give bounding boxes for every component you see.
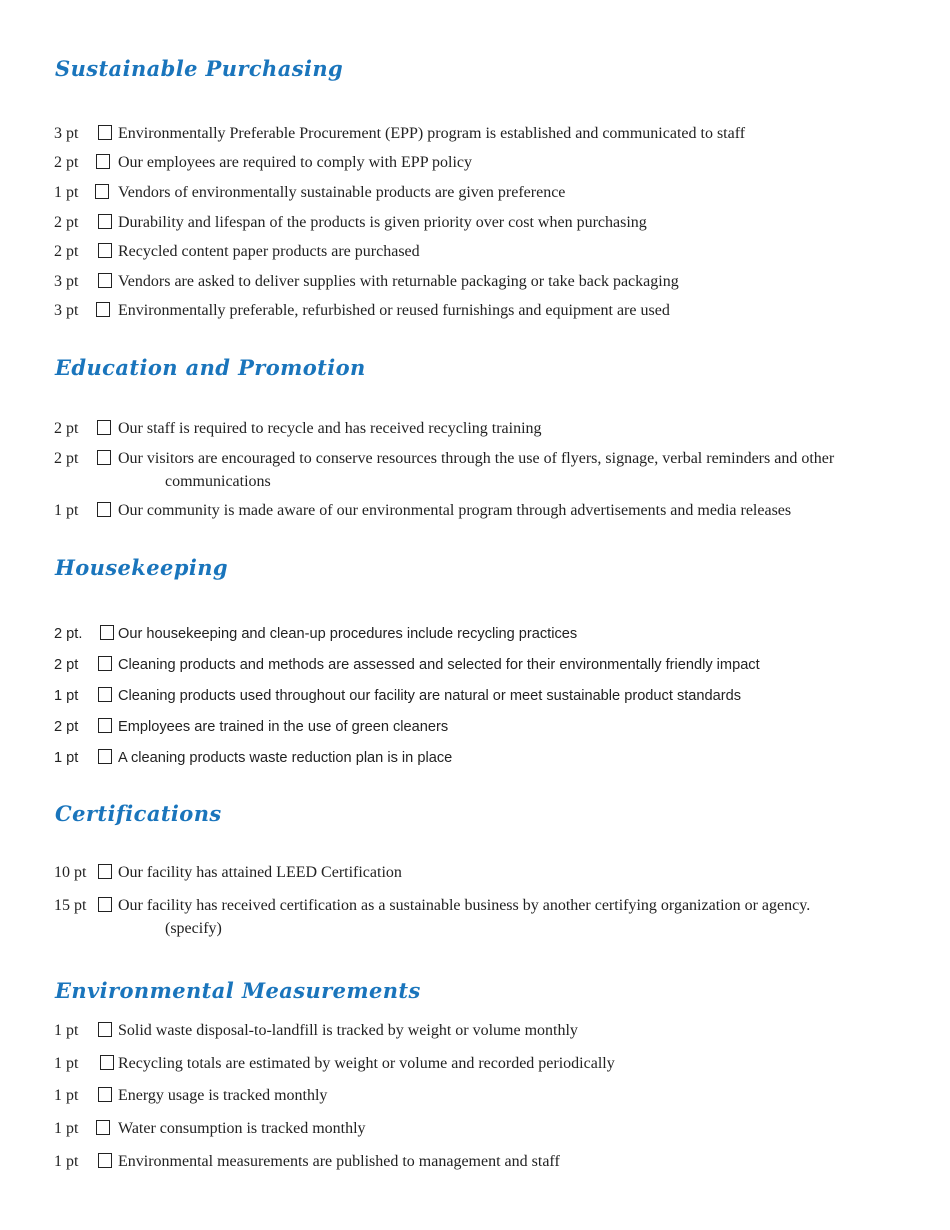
points-label: 3 pt (54, 273, 79, 290)
points-label: 2 pt. (54, 626, 83, 642)
item-text: Durability and lifespan of the products is given priority over cost when purchasing (118, 214, 647, 231)
checkbox[interactable] (98, 749, 112, 764)
checkbox[interactable] (97, 450, 111, 465)
item-text: Our visitors are encouraged to conserve resources through the use of flyers, signage, verbal reminders and other (118, 450, 835, 467)
points-label: 3 pt (54, 302, 79, 319)
section-heading: Education and Promotion (55, 355, 366, 380)
points-label: 2 pt (54, 719, 79, 735)
checkbox[interactable] (95, 184, 109, 199)
checkbox[interactable] (98, 125, 112, 140)
item-text: Environmental measurements are published to management and staff (118, 1153, 560, 1170)
item-text: Our staff is required to recycle and has received recycling training (118, 420, 542, 437)
checkbox[interactable] (96, 1120, 110, 1135)
checkbox[interactable] (98, 687, 112, 702)
points-label: 1 pt (54, 502, 79, 519)
item-text-continuation: communications (165, 473, 271, 490)
points-label: 2 pt (54, 420, 79, 437)
checkbox[interactable] (96, 154, 110, 169)
checkbox[interactable] (98, 243, 112, 258)
section-heading: Sustainable Purchasing (55, 56, 344, 81)
item-text: Water consumption is tracked monthly (118, 1120, 366, 1137)
section-heading: Environmental Measurements (55, 978, 421, 1003)
item-text: Recycling totals are estimated by weight or volume and recorded periodically (118, 1055, 615, 1072)
checkbox[interactable] (98, 1087, 112, 1102)
checkbox[interactable] (98, 1153, 112, 1168)
points-label: 1 pt (54, 1087, 79, 1104)
checkbox[interactable] (98, 273, 112, 288)
points-label: 1 pt (54, 1120, 79, 1137)
item-text: Our facility has received certification as a sustainable business by another certifying organization or agency. (118, 897, 811, 914)
item-text: Our employees are required to comply with EPP policy (118, 154, 472, 171)
item-text: Energy usage is tracked monthly (118, 1087, 328, 1104)
checkbox[interactable] (97, 502, 111, 517)
item-text: Our facility has attained LEED Certification (118, 864, 402, 881)
points-label: 2 pt (54, 657, 79, 673)
checkbox[interactable] (96, 302, 110, 317)
section-heading: Housekeeping (55, 555, 228, 580)
points-label: 2 pt (54, 154, 79, 171)
item-text: Our community is made aware of our environmental program through advertisements and media releases (118, 502, 792, 519)
item-text: Environmentally preferable, refurbished or reused furnishings and equipment are used (118, 302, 670, 319)
checkbox[interactable] (97, 420, 111, 435)
points-label: 2 pt (54, 450, 79, 467)
item-text: Employees are trained in the use of green cleaners (118, 719, 449, 735)
checkbox[interactable] (98, 718, 112, 733)
points-label: 1 pt (54, 688, 79, 704)
item-text: Vendors of environmentally sustainable products are given preference (118, 184, 566, 201)
checkbox[interactable] (98, 214, 112, 229)
points-label: 3 pt (54, 125, 79, 142)
item-text: Cleaning products and methods are assessed and selected for their environmentally friendly impact (118, 657, 760, 673)
points-label: 2 pt (54, 243, 79, 260)
points-label: 1 pt (54, 1153, 79, 1170)
item-text: Recycled content paper products are purchased (118, 243, 420, 260)
section-heading: Certifications (55, 801, 222, 826)
checkbox[interactable] (98, 656, 112, 671)
item-text: Environmentally Preferable Procurement (EPP) program is established and communicated to staff (118, 125, 746, 142)
points-label: 1 pt (54, 1022, 79, 1039)
item-text: Cleaning products used throughout our facility are natural or meet sustainable product standards (118, 688, 742, 704)
item-text: Solid waste disposal-to-landfill is tracked by weight or volume monthly (118, 1022, 578, 1039)
points-label: 2 pt (54, 214, 79, 231)
item-text: Vendors are asked to deliver supplies with returnable packaging or take back packaging (118, 273, 679, 290)
checkbox[interactable] (98, 897, 112, 912)
item-text: Our housekeeping and clean-up procedures include recycling practices (118, 626, 578, 642)
checkbox[interactable] (98, 864, 112, 879)
item-text-continuation: (specify) (165, 920, 222, 937)
checkbox[interactable] (100, 625, 114, 640)
points-label: 1 pt (54, 1055, 79, 1072)
checkbox[interactable] (100, 1055, 114, 1070)
points-label: 15 pt (54, 897, 87, 914)
points-label: 1 pt (54, 750, 79, 766)
checkbox[interactable] (98, 1022, 112, 1037)
points-label: 1 pt (54, 184, 79, 201)
points-label: 10 pt (54, 864, 87, 881)
item-text: A cleaning products waste reduction plan is in place (118, 750, 453, 766)
